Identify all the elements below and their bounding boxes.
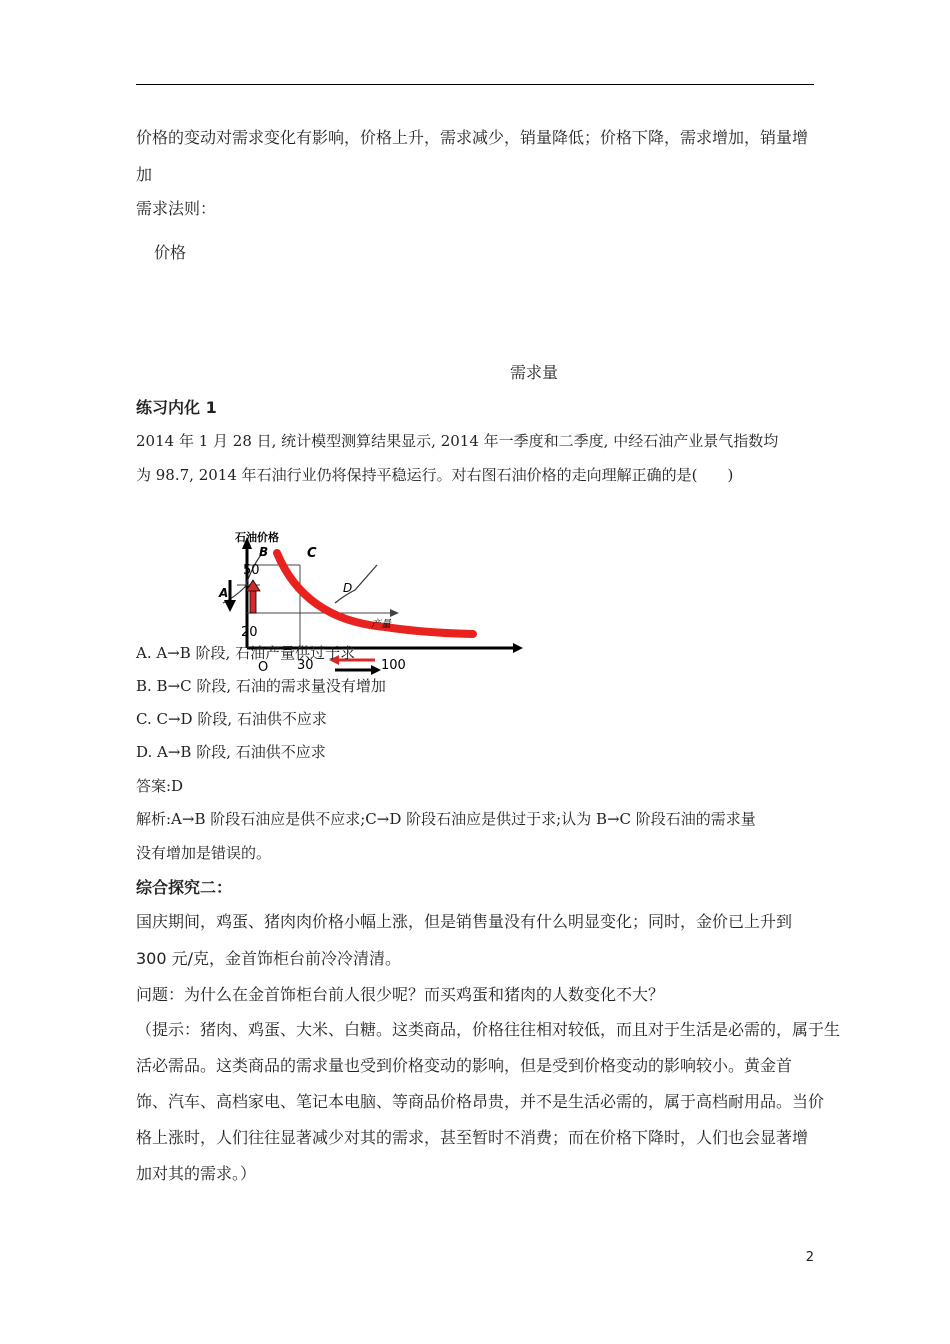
answer: 答案:D [136,777,184,795]
c-d-line [335,565,377,603]
paragraph-1-line-2: 加 [136,165,153,184]
y-axis-label: 石油价格 [235,531,279,544]
law-label: 需求法则： [136,199,217,218]
point-a-label: A [219,586,229,600]
explore-line-1: 国庆期间，鸡蛋、猪肉肉价格小幅上涨，但是销售量没有什么明显变化；同时，金价已上升到 [136,912,793,931]
question-line-1: 2014 年 1 月 28 日, 统计模型测算结果显示, 2014 年一季度和二季度, 中经石油产业景气指数均 [136,432,779,450]
x-axis-label: 产量 [371,619,391,630]
black-right-arrow-icon [371,665,381,675]
hint-line-3: 饰、汽车、高档家电、笔记本电脑、等商品价格昂贵，并不是生活必需的，属于高档耐用品。当价 [136,1092,825,1111]
hint-line-4: 格上涨时，人们往往显著减少对其的需求，甚至暂时不消费；而在价格下降时，人们也会显著增 [136,1128,809,1147]
analysis-line-2: 没有增加是错误的。 [136,844,272,862]
paragraph-1-line-1: 价格的变动对需求变化有影响，价格上升，需求减少，销量降低；价格下降，需求增加，销量增 [136,128,809,147]
x-axis-arrow-icon [513,643,523,653]
tick-20: 20 [241,625,258,640]
option-c: C. C→D 阶段, 石油供不应求 [136,710,327,728]
origin-label: O [258,660,269,675]
price-label: 价格 [154,243,187,262]
inner-axis-arrow-icon [390,609,399,617]
point-d-label: D [343,581,353,595]
question-line-2: 为 98.7, 2014 年石油行业仍将保持平稳运行。对右图石油价格的走向理解正确的是( ) [136,466,734,484]
problem-text: 问题：为什么在金首饰柜台前人很少呢？而买鸡蛋和猪肉的人数变化不大？ [136,985,665,1004]
exercise-heading: 练习内化 1 [136,398,217,417]
red-arrow-shaft [250,588,256,613]
option-b: B. B→C 阶段, 石油的需求量没有增加 [136,677,386,695]
page-number: 2 [805,1250,814,1265]
point-c-label: C [307,546,317,561]
tick-100: 100 [381,658,406,673]
quantity-label: 需求量 [510,363,559,382]
explore-line-2: 300 元/克，金首饰柜台前冷冷清清。 [136,949,402,968]
hint-line-5: 加对其的需求。） [136,1164,257,1183]
explore-heading: 综合探究二： [136,878,233,897]
header-rule [136,84,814,85]
hint-line-1: （提示：猪肉、鸡蛋、大米、白糖。这类商品，价格往往相对较低，而且对于生活是必需的，属于生 [136,1020,841,1039]
analysis-line-1: 解析:A→B 阶段石油应是供不应求;C→D 阶段石油应是供过于求;认为 B→C 阶段石油的需求量 [136,810,756,828]
option-d: D. A→B 阶段, 石油供不应求 [136,743,326,761]
black-arrow-down-icon [224,600,236,612]
tick-50: 50 [243,563,260,578]
point-b-label: B [259,545,269,559]
hint-line-2: 活必需品。这类商品的需求量也受到价格变动的影响，但是受到价格变动的影响较小。黄金首 [136,1056,793,1075]
option-a: A. A→B 阶段, 石油产量供过于求 [136,644,356,662]
tick-30: 30 [297,658,314,673]
